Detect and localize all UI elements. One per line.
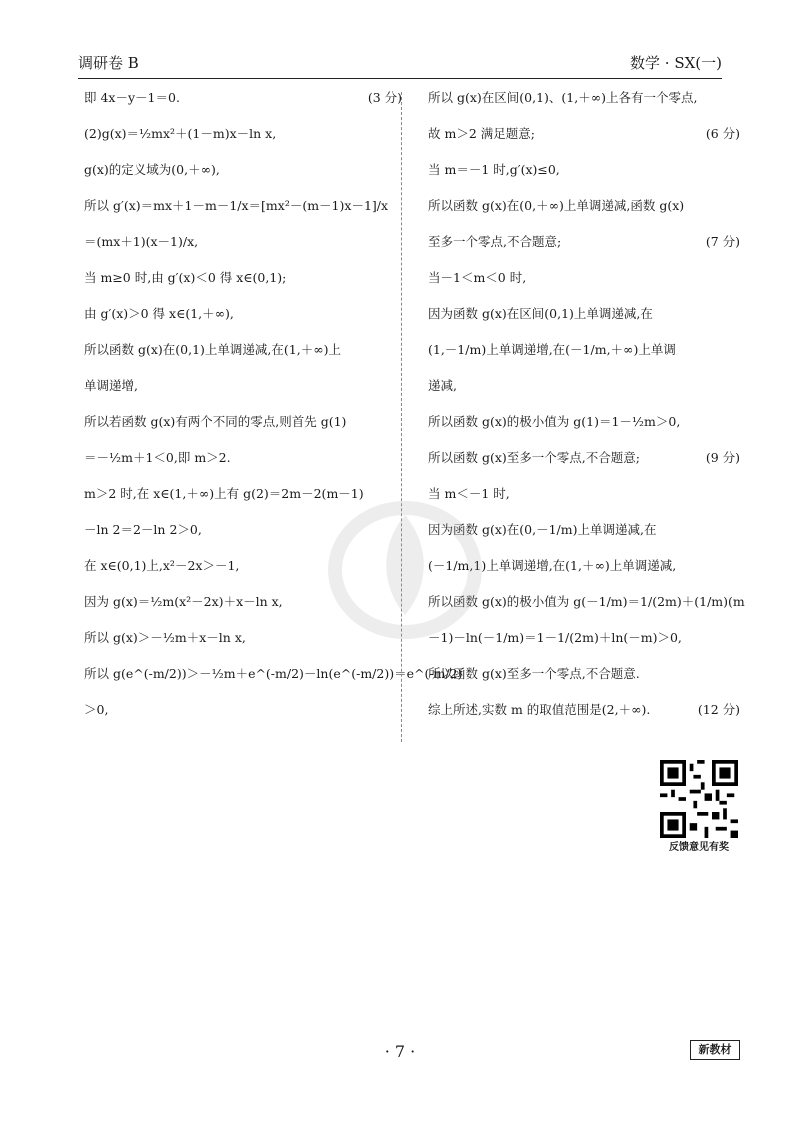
solution-line [84,446,402,470]
line-text: 综上所述,实数 m 的取值范围是(2,＋∞). [428,702,651,717]
solution-line [428,662,740,686]
line-text: m＞2 时,在 x∈(1,＋∞)上有 g(2)＝2m－2(m－1) [84,486,364,501]
line-text: 至多一个零点,不合题意; [428,234,562,249]
solution-line [84,86,402,110]
score-mark: (7 分) [705,234,740,249]
solution-line [84,698,402,722]
solution-line [428,446,740,470]
line-text: 递减, [428,378,457,393]
line-text: 单调递增, [84,378,138,393]
solution-line [84,266,402,290]
line-text: 当 m≥0 时,由 g′(x)＜0 得 x∈(0,1); [84,270,287,285]
line-text: (1,－1/m)上单调递增,在(－1/m,＋∞)上单调 [428,342,676,357]
line-text: 所以函数 g(x)的极小值为 g(1)＝1－½m＞0, [428,414,681,429]
line-text: 所以函数 g(x)的极小值为 g(－1/m)＝1/(2m)＋(1/m)(m [428,594,745,609]
line-text: 即 4x－y－1＝0. [84,90,180,105]
line-text: 所以 g(x)在区间(0,1)、(1,＋∞)上各有一个零点, [428,90,698,105]
line-text: 所以 g(x)＞－½m＋x－ln x, [84,630,246,645]
line-text: 所以 g(e^(-m/2))＞－½m＋e^(-m/2)－ln(e^(-m/2))＝e^(-m/2) [84,666,463,681]
line-text: －ln 2＝2－ln 2＞0, [84,522,202,537]
solution-line [84,410,402,434]
solution-line [428,230,740,254]
solution-line [428,158,740,182]
solution-line [428,698,740,722]
exam-title: 调研卷 B [78,54,139,72]
solution-line [428,302,740,326]
solution-line [84,158,402,182]
line-text: 所以函数 g(x)至多一个零点,不合题意; [428,450,640,465]
solution-line [428,194,740,218]
line-text: 所以若函数 g(x)有两个不同的零点,则首先 g(1) [84,414,347,429]
line-text: ＝－½m＋1＜0,即 m＞2. [84,450,231,465]
line-text: g(x)的定义域为(0,＋∞), [84,162,220,177]
line-text: 因为函数 g(x)在(0,－1/m)上单调递减,在 [428,522,657,537]
score-mark: (12 分) [697,702,740,717]
line-text: 所以函数 g(x)在(0,＋∞)上单调递减,函数 g(x) [428,198,685,213]
line-text: 由 g′(x)＞0 得 x∈(1,＋∞), [84,306,234,321]
solution-line [428,266,740,290]
line-text: (－1/m,1)上单调递增,在(1,＋∞)上单调递减, [428,558,677,573]
score-mark: (3 分) [367,90,402,105]
solution-line [84,662,463,686]
line-text: ＞0, [84,702,109,717]
solution-line [428,374,740,398]
solution-line [84,374,402,398]
page-number: · 7 · [384,1042,416,1061]
line-text: 因为 g(x)＝½m(x²－2x)＋x－ln x, [84,594,283,609]
solution-line [84,230,402,254]
line-text: ＝(mx＋1)(x－1)/x, [84,234,199,249]
edition-badge: 新教材 [690,1040,740,1060]
qr-caption: 反馈意见有奖 [669,842,729,853]
subject-label: 数学 · SX(一) [630,54,722,72]
solution-line [428,338,740,362]
qr-code[interactable] [660,760,738,838]
line-text: 所以 g′(x)＝mx＋1－m－1/x＝[mx²－(m－1)x－1]/x [84,198,389,213]
solution-line [428,410,740,434]
line-text: 所以函数 g(x)在(0,1)上单调递减,在(1,＋∞)上 [84,342,341,357]
line-text: 所以函数 g(x)至多一个零点,不合题意. [428,666,640,681]
solution-line [84,302,402,326]
line-text: 故 m＞2 满足题意; [428,126,535,141]
solution-line [84,194,402,218]
solution-line [84,338,402,362]
solution-line [84,122,402,146]
solution-line [428,122,740,146]
line-text: 当 m＜－1 时, [428,486,510,501]
line-text: (2)g(x)＝½mx²＋(1－m)x－ln x, [84,126,277,141]
page-header [78,48,722,79]
line-text: 当－1＜m＜0 时, [428,270,527,285]
solution-line [428,86,740,110]
line-text: 在 x∈(0,1)上,x²－2x＞－1, [84,558,240,573]
line-text: －1)－ln(－1/m)＝1－1/(2m)＋ln(－m)＞0, [428,630,682,645]
watermark-logo [320,495,490,645]
line-text: 当 m＝－1 时,g′(x)≤0, [428,162,560,177]
line-text: 因为函数 g(x)在区间(0,1)上单调递减,在 [428,306,653,321]
score-mark: (9 分) [705,450,740,465]
score-mark: (6 分) [705,126,740,141]
